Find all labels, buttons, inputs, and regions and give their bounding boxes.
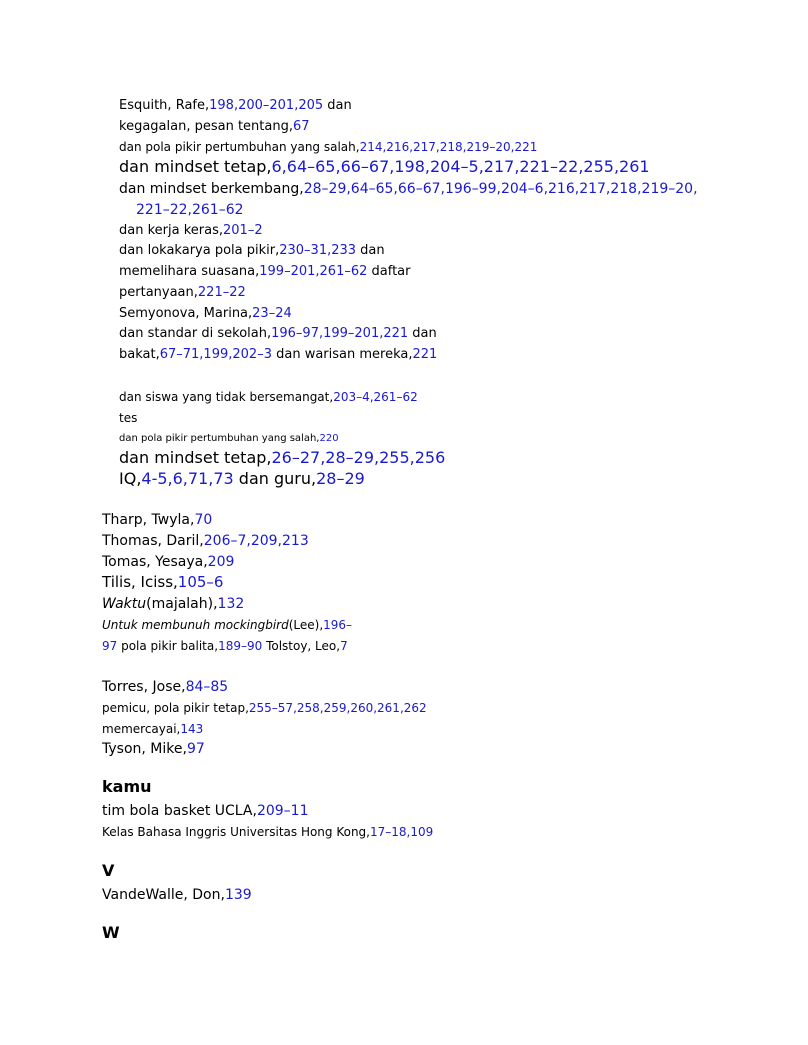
entry-text: dan siswa yang tidak bersemangat, [119, 390, 334, 404]
entry-text: pemicu, pola pikir tetap, [102, 701, 249, 715]
page-refs: 139 [224, 887, 252, 903]
page-refs: 198,200–201,205 [209, 98, 324, 113]
page-refs: 189–90 [218, 639, 263, 653]
entry-text: Tharp, Twyla, [102, 512, 195, 528]
entry-text: Semyonova, Marina, [119, 306, 253, 321]
page-refs: 221–22,261–62 [136, 202, 244, 218]
entry-text: pola pikir balita, [117, 639, 219, 653]
page-refs: 196– [323, 618, 353, 632]
page-refs: 28–29,64–65,66–67,196–99,204–6,216,217,218,219–20, [303, 181, 698, 197]
page-refs: 199–201,261–62 [259, 264, 368, 279]
page-refs: 23–24 [252, 306, 292, 321]
page-refs: 196–97,199–201,221 [271, 326, 409, 341]
index-entry [119, 182, 698, 196]
entry-text: pertanyaan, [119, 285, 198, 300]
page-refs: 143 [180, 722, 204, 736]
page-refs: 209–11 [256, 803, 309, 819]
entry-text: memercayai, [102, 722, 181, 736]
entry-text: VandeWalle, Don, [102, 887, 225, 903]
index-entry [119, 286, 246, 299]
entry-text: dan pola pikir pertumbuhan yang salah, [119, 433, 320, 444]
page-refs: 67–71,199,202–3 [159, 347, 272, 362]
entry-text: Esquith, Rafe, [119, 98, 210, 113]
index-entry [119, 450, 445, 466]
index-entry [119, 159, 650, 175]
page-refs: 28–29 [316, 469, 365, 488]
section-heading: V [102, 861, 115, 880]
entry-text: Tyson, Mike, [102, 741, 187, 757]
page-refs: 6,64–65,66–67,198,204–5,217,221–22,255,261 [271, 157, 650, 176]
index-entry [119, 307, 292, 320]
entry-text: Waktu [102, 596, 147, 612]
index-entry [119, 412, 137, 424]
index-entry [119, 471, 365, 487]
entry-text: Tolstoy, Leo, [262, 639, 341, 653]
entry-text: dan pola pikir pertumbuhan yang salah, [119, 140, 360, 154]
entry-text: memelihara suasana, [119, 264, 260, 279]
entry-text: dan standar di sekolah, [119, 326, 272, 341]
index-entry [119, 434, 339, 444]
index-entry [102, 826, 433, 838]
index-entry [102, 534, 309, 548]
entry-text: tes [119, 411, 138, 425]
entry-text: Tomas, Yesaya, [102, 554, 208, 570]
page-refs: 201–2 [223, 223, 263, 238]
page-refs: 97 [102, 639, 118, 653]
entry-text: daftar [367, 264, 411, 279]
page-refs: 214,216,217,218,219–20,221 [359, 140, 538, 154]
page-refs: 221–22 [197, 285, 246, 300]
page-refs: 221 [412, 347, 438, 362]
index-entry [102, 597, 244, 611]
entry-text: (Lee), [288, 618, 324, 632]
page-refs: 26–27,28–29,255,256 [271, 448, 446, 467]
page-refs: 203–4,261–62 [333, 390, 418, 404]
index-entry [102, 888, 252, 902]
entry-text: Thomas, Daril, [102, 533, 204, 549]
section-heading: W [102, 923, 120, 942]
index-entry [102, 723, 203, 735]
index-entry [102, 619, 352, 631]
index-entry [119, 391, 418, 403]
page-refs: 230–31,233 [279, 243, 357, 258]
index-entry [136, 203, 244, 217]
entry-text: dan mindset berkembang, [119, 181, 304, 197]
index-entry [102, 575, 223, 590]
page-refs: 4-5,6,71,73 [141, 469, 234, 488]
entry-text: dan guru, [233, 469, 317, 488]
index-entry [119, 265, 411, 278]
page-refs: 255–57,258,259,260,261,262 [248, 701, 427, 715]
entry-text: bakat, [119, 347, 160, 362]
index-entry [102, 680, 228, 694]
page-refs: 220 [319, 433, 339, 444]
index-entry [102, 804, 308, 818]
index-entry [119, 141, 537, 153]
entry-text: dan mindset tetap, [119, 448, 272, 467]
index-entry [102, 742, 205, 756]
section-heading: kamu [102, 777, 152, 796]
page-refs: 105–6 [177, 573, 224, 591]
index-entry [102, 513, 212, 527]
entry-text: Untuk membunuh mockingbird [102, 618, 289, 632]
entry-text: dan warisan mereka, [271, 347, 413, 362]
index-entry [119, 99, 352, 112]
entry-text: dan lokakarya pola pikir, [119, 243, 280, 258]
entry-text: Torres, Jose, [102, 679, 186, 695]
page-refs: 17–18,109 [370, 825, 434, 839]
page-refs: 206–7,209,213 [203, 533, 309, 549]
index-entry [119, 224, 263, 237]
page-refs: 7 [340, 639, 348, 653]
index-entry [102, 555, 234, 569]
entry-text: dan [323, 98, 352, 113]
page-refs: 84–85 [185, 679, 229, 695]
entry-text: IQ, [119, 469, 142, 488]
page-refs: 209 [207, 554, 235, 570]
index-entry [102, 640, 348, 652]
entry-text: Kelas Bahasa Inggris Universitas Hong Kong, [102, 825, 370, 839]
index-entry [102, 702, 427, 714]
entry-text: dan [408, 326, 437, 341]
index-entry [119, 348, 437, 361]
page-refs: 97 [186, 741, 205, 757]
entry-text: tim bola basket UCLA, [102, 803, 257, 819]
index-entry [119, 244, 385, 257]
page-refs: 132 [217, 596, 245, 612]
entry-text: dan mindset tetap, [119, 157, 272, 176]
entry-text: (majalah), [146, 596, 218, 612]
entry-text: dan [356, 243, 385, 258]
index-entry [119, 120, 310, 133]
entry-text: kegagalan, pesan tentang, [119, 119, 293, 134]
entry-text: Tilis, Iciss, [102, 573, 178, 591]
page-refs: 67 [292, 119, 310, 134]
index-entry [119, 327, 437, 340]
entry-text: dan kerja keras, [119, 223, 223, 238]
page-refs: 70 [194, 512, 213, 528]
